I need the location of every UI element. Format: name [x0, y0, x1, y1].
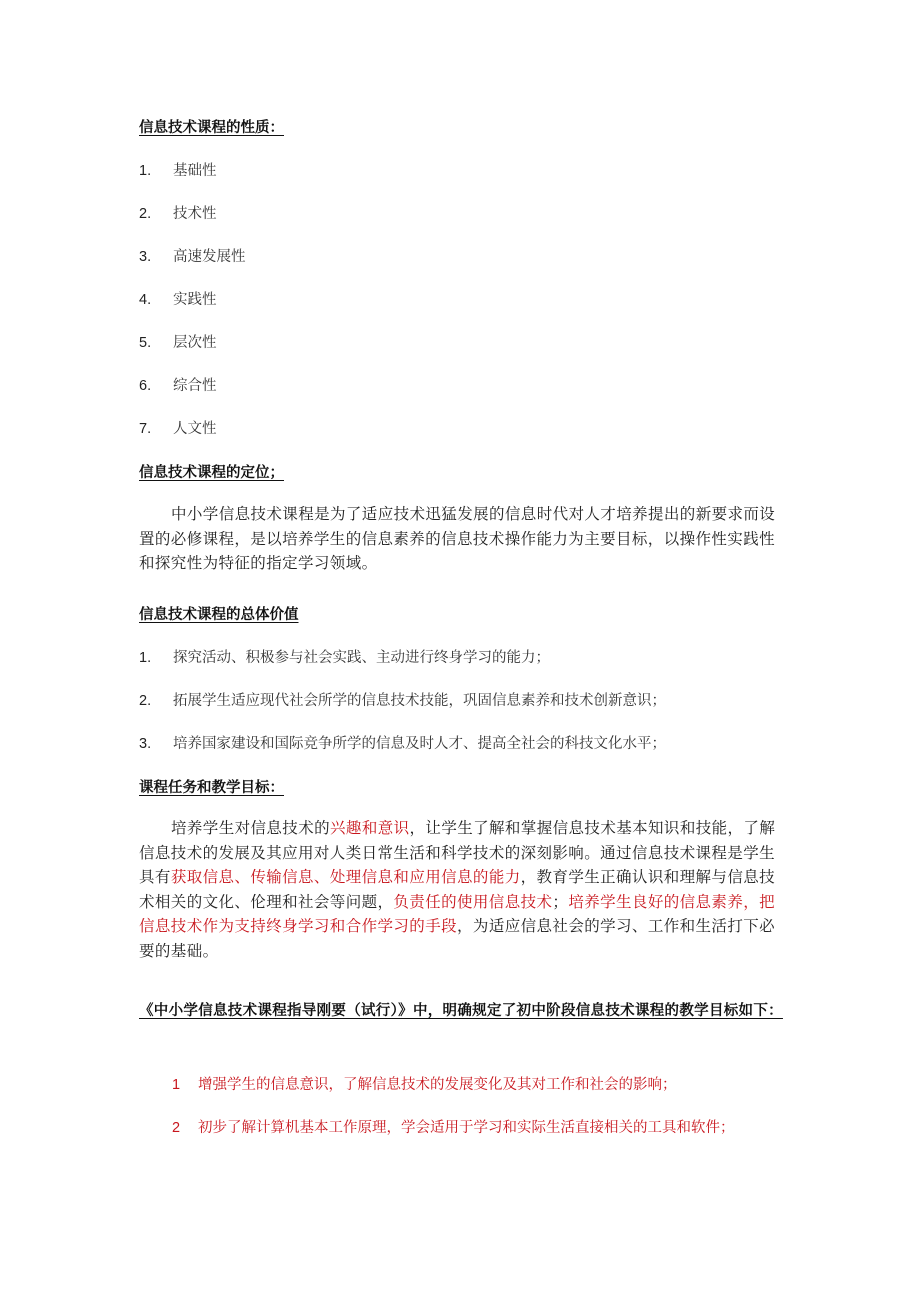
list-item [139, 689, 666, 710]
list-text: 人文性 [173, 421, 217, 437]
list-item [139, 288, 217, 309]
goal-list-item [172, 1073, 677, 1094]
list-number: 1. [139, 163, 152, 179]
highlighted-text-segment: 培养学生良好的信息素养，把信息技术作为支持终身学习和合作学习的手段 [139, 892, 776, 936]
list-text: 高速发展性 [173, 249, 246, 265]
text-segment: ，让学生了解和掌握信息技术基本知识和技能，了解信息技术的发展及其应用对人类日常生活和科学技术的深刻影响。通过信息技术课程是学生具有 [139, 819, 776, 887]
list-text: 实践性 [173, 292, 217, 308]
list-text: 探究活动、积极参与社会实践、主动进行终身学习的能力； [173, 650, 550, 666]
highlighted-text-segment: 负责任的使用信息技术 [393, 892, 553, 911]
list-text: 技术性 [173, 206, 217, 222]
list-text: 基础性 [173, 163, 217, 179]
list-number: 1. [139, 650, 152, 666]
list-item [139, 331, 217, 352]
list-text: 层次性 [173, 335, 217, 351]
section-heading-guideline-goals: 《中小学信息技术课程指导刚要（试行）》中，明确规定了初中阶段信息技术课程的教学目标如下： [139, 1003, 783, 1019]
section-heading-overall-value: 信息技术课程的总体价值 [139, 607, 299, 623]
list-text: 综合性 [173, 378, 217, 394]
tasks-paragraph [139, 816, 789, 964]
goal-list-item [172, 1116, 735, 1137]
list-number: 6. [139, 378, 152, 394]
list-number: 5. [139, 335, 152, 351]
text-segment: ，为适应信息社会的学习、工作和生活打下必要的基础。 [139, 917, 776, 960]
list-text: 增强学生的信息意识，了解信息技术的发展变化及其对工作和社会的影响； [198, 1077, 677, 1093]
highlighted-text-segment: 兴趣和意识 [330, 819, 410, 837]
text-segment: ，教育学生正确认识和理解与信息技术相关的文化、伦理和社会等问题， [139, 868, 776, 911]
list-item [139, 732, 666, 753]
list-number: 4. [139, 292, 152, 308]
list-item [139, 646, 550, 667]
text-segment: 培养学生对信息技术的 [171, 819, 331, 837]
list-item [139, 374, 217, 395]
highlighted-text-segment: 获取信息、传输信息、处理信息和应用信息的能力 [170, 868, 521, 887]
positioning-paragraph: 中小学信息技术课程是为了适应技术迅猛发展的信息时代对人才培养提出的新要求而设置的必修课程，是以培养学生的信息素养的信息技术操作能力为主要目标，以操作性实践性和探究性为特征的指定学习领域。 [139, 505, 776, 573]
list-number: 3. [139, 249, 152, 265]
list-item [139, 159, 217, 180]
section-heading-positioning: 信息技术课程的定位； [139, 465, 284, 481]
list-number: 2. [139, 693, 152, 709]
list-text: 初步了解计算机基本工作原理，学会适用于学习和实际生活直接相关的工具和软件； [198, 1120, 735, 1136]
list-number: 2. [139, 206, 152, 222]
text-segment: ； [552, 892, 569, 911]
list-number: 2 [172, 1120, 181, 1136]
list-text: 拓展学生适应现代社会所学的信息技术技能，巩固信息素养和技术创新意识； [173, 693, 666, 709]
list-item [139, 245, 246, 266]
list-number: 7. [139, 421, 152, 437]
section-heading-tasks-goals: 课程任务和教学目标： [139, 780, 284, 796]
list-number: 3. [139, 736, 152, 752]
list-number: 1 [172, 1077, 181, 1093]
section-heading-nature: 信息技术课程的性质： [139, 120, 284, 136]
list-item [139, 202, 217, 223]
list-item [139, 417, 217, 438]
list-text: 培养国家建设和国际竞争所学的信息及时人才、提高全社会的科技文化水平； [173, 736, 666, 752]
